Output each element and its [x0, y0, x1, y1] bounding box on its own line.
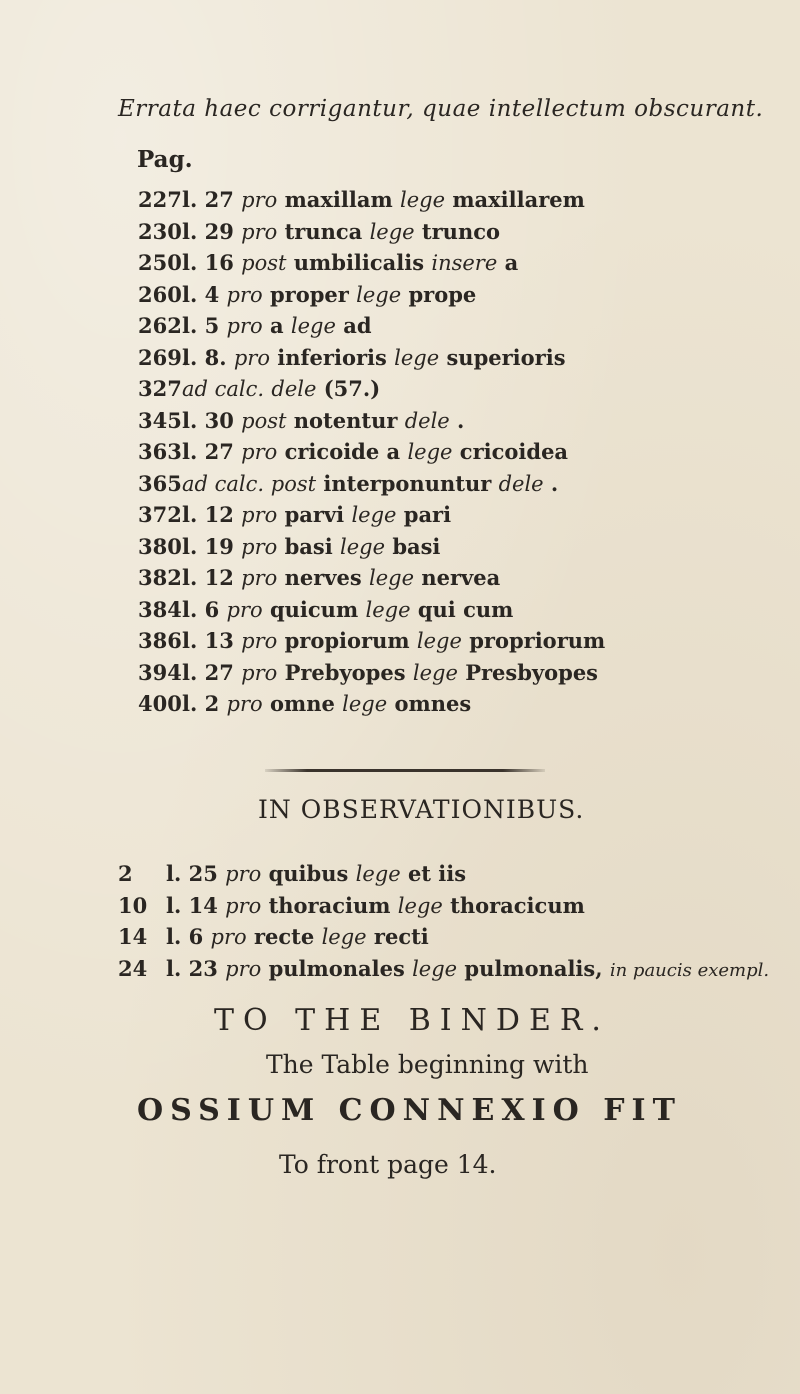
correct-word: superioris [446, 344, 566, 370]
divider-rule [265, 769, 545, 772]
wrong-word: umbilicalis [293, 250, 425, 275]
erratum-row [138, 247, 605, 279]
correct-word: recti [373, 924, 429, 949]
correct-word: et iis [407, 861, 467, 886]
observations-title: IN OBSERVATIONIBUS. [258, 795, 585, 824]
lege-word: lege [290, 314, 336, 338]
page-number: 24 [118, 955, 148, 981]
erratum-row [138, 216, 605, 248]
lege-word: lege [368, 566, 414, 590]
correct-word: cricoidea [459, 439, 569, 464]
lege-word: lege [394, 345, 440, 370]
pro-word: pro [225, 862, 262, 886]
lege-word: lege [339, 534, 385, 559]
line-number: l. 6 [166, 924, 204, 949]
pro-word: pro [233, 345, 270, 370]
erratum-row [138, 436, 605, 468]
page-number: 269. [138, 344, 190, 370]
page-number: 14 [118, 924, 148, 949]
pro-word: pro [241, 188, 278, 212]
line-number: l. 12 [182, 502, 234, 527]
correct-word: Presbyopes [465, 659, 599, 685]
page-number: 10 [118, 892, 148, 918]
wrong-word: a [269, 313, 284, 338]
erratum-row [138, 342, 605, 374]
page-number: 380 [138, 533, 182, 559]
correct-word: nervea [421, 565, 501, 590]
page-number: 227 [138, 187, 182, 212]
line-number: l. 12 [182, 565, 234, 590]
wrong-word: basi [284, 533, 333, 559]
lege-word: dele [271, 377, 317, 401]
lege-word: lege [365, 597, 411, 622]
page-number: 386 [138, 628, 182, 653]
erratum-row [118, 858, 769, 890]
pro-word: pro [225, 893, 262, 918]
line-number: l. 27 [182, 659, 234, 685]
correct-word: propriorum [469, 628, 606, 653]
pro-word: pro [241, 219, 278, 244]
line-number: l. 6 [182, 596, 220, 622]
correct-word: (57.) [323, 376, 381, 401]
lege-word: lege [369, 219, 415, 244]
wrong-word: parvi [284, 502, 345, 527]
line-number: l. 2 [182, 691, 220, 716]
pag-label: Pag. [137, 146, 193, 173]
line-number: l. 19 [182, 533, 234, 559]
page-number: 382 [138, 565, 182, 590]
wrong-word: quibus [268, 861, 349, 886]
wrong-word: omne [269, 691, 335, 716]
line-number: l. 27 [182, 187, 234, 212]
pro-word: pro [226, 597, 263, 622]
wrong-word: propiorum [284, 628, 410, 653]
pro-word: pro [226, 282, 263, 307]
line-number: l. 23 [166, 955, 218, 981]
pro-word: ad calc. [182, 377, 265, 401]
wrong-word: maxillam [284, 187, 393, 212]
erratum-row [138, 562, 605, 594]
correct-word: qui cum [417, 596, 514, 622]
lege-word: lege [342, 692, 388, 716]
correct-word: pari [403, 502, 452, 527]
erratum-row [118, 890, 769, 922]
correct-word: pulmonalis, [464, 955, 603, 981]
wrong-word: notentur [293, 407, 398, 433]
wrong-word: Prebyopes [284, 659, 406, 685]
wrong-word: nerves [284, 565, 362, 590]
page-number: 400 [138, 691, 182, 716]
wrong-word: thoracium [268, 892, 391, 918]
page-number: 365 [138, 470, 182, 496]
correct-word: . [550, 470, 559, 496]
correct-word: a [504, 250, 519, 275]
correct-word: ad [343, 313, 372, 338]
correct-word: prope [408, 281, 477, 307]
erratum-row [118, 921, 769, 953]
line-number: l. 30 [182, 407, 234, 433]
erratum-row [118, 953, 769, 985]
line-number: l. 16 [182, 250, 234, 275]
line-number: l. 4 [182, 281, 220, 307]
erratum-row [138, 184, 605, 216]
line-number: l. 14 [166, 892, 218, 918]
table-note: The Table beginning with [266, 1050, 589, 1079]
page-number: 327 [138, 376, 182, 401]
pro-word: pro [241, 629, 278, 653]
page-number: 250 [138, 250, 182, 275]
wrong-word: proper [269, 281, 349, 307]
pro-word: pro [210, 925, 247, 949]
line-number: l. 29 [182, 218, 234, 244]
erratum-row [138, 499, 605, 531]
correct-word: maxillarem [452, 187, 585, 212]
pro-word: post [241, 408, 287, 433]
pro-word: post [241, 251, 287, 275]
correct-word: basi [392, 533, 441, 559]
lege-word: lege [356, 282, 402, 307]
wrong-word: cricoide a [284, 439, 401, 464]
page-number: 363 [138, 439, 182, 464]
correct-word: omnes [394, 691, 472, 716]
line-number: l. 25 [166, 861, 218, 886]
line-number: l. 13 [182, 628, 234, 653]
ossium-line: OSSIUM CONNEXIO FIT [137, 1093, 682, 1128]
lege-word: lege [412, 660, 458, 685]
page-number: 372 [138, 502, 182, 527]
wrong-word: inferioris [277, 344, 387, 370]
pro-word: ad calc. post [182, 471, 317, 496]
wrong-word: interponuntur [323, 470, 492, 496]
erratum-row [138, 594, 605, 626]
lege-word: lege [321, 925, 367, 949]
page-number: 2 [118, 861, 133, 886]
page-number: 230 [138, 218, 182, 244]
lege-word: lege [397, 893, 443, 918]
front-page-note: To front page 14. [279, 1150, 497, 1179]
extra-note: in paucis exempl. [609, 959, 770, 981]
erratum-row [138, 405, 605, 437]
erratum-row [138, 310, 605, 342]
page-number: 262 [138, 313, 182, 338]
lege-word: lege [355, 862, 401, 886]
erratum-row [138, 688, 605, 720]
erratum-row [138, 625, 605, 657]
lege-word: dele [498, 471, 544, 496]
lege-word: dele [404, 408, 450, 433]
pro-word: pro [241, 660, 278, 685]
pro-word: pro [241, 440, 278, 464]
observations-list [118, 858, 769, 984]
errata-list [138, 184, 605, 720]
pro-word: pro [225, 956, 262, 981]
lege-word: insere [431, 251, 498, 275]
wrong-word: recte [253, 924, 315, 949]
lege-word: lege [407, 440, 453, 464]
page-number: 260 [138, 281, 182, 307]
line-number: l. 27 [182, 439, 234, 464]
wrong-word: trunca [284, 218, 363, 244]
erratum-row [138, 279, 605, 311]
lege-word: lege [400, 188, 446, 212]
erratum-row [138, 531, 605, 563]
page-number: 394 [138, 659, 182, 685]
lege-word: lege [412, 956, 458, 981]
line-number: l. 5 [182, 313, 220, 338]
page-number: 345 [138, 407, 182, 433]
erratum-row [138, 468, 605, 500]
pro-word: pro [226, 314, 263, 338]
page-number: 384 [138, 596, 182, 622]
wrong-word: quicum [269, 596, 359, 622]
binder-title: TO THE BINDER. [214, 1003, 610, 1038]
pro-word: pro [241, 566, 278, 590]
pro-word: pro [241, 503, 278, 527]
lege-word: lege [416, 629, 462, 653]
pro-word: pro [241, 534, 278, 559]
wrong-word: pulmonales [268, 955, 405, 981]
lege-word: lege [351, 503, 397, 527]
pro-word: pro [226, 692, 263, 716]
correct-word: trunco [421, 218, 501, 244]
correct-word: thoracicum [450, 892, 585, 918]
errata-heading: Errata haec corrigantur, quae intellectum obscurant. [118, 96, 764, 122]
correct-word: . [457, 407, 465, 433]
erratum-row [138, 657, 605, 689]
erratum-row [138, 373, 605, 405]
line-number: l. 8. [182, 344, 227, 370]
